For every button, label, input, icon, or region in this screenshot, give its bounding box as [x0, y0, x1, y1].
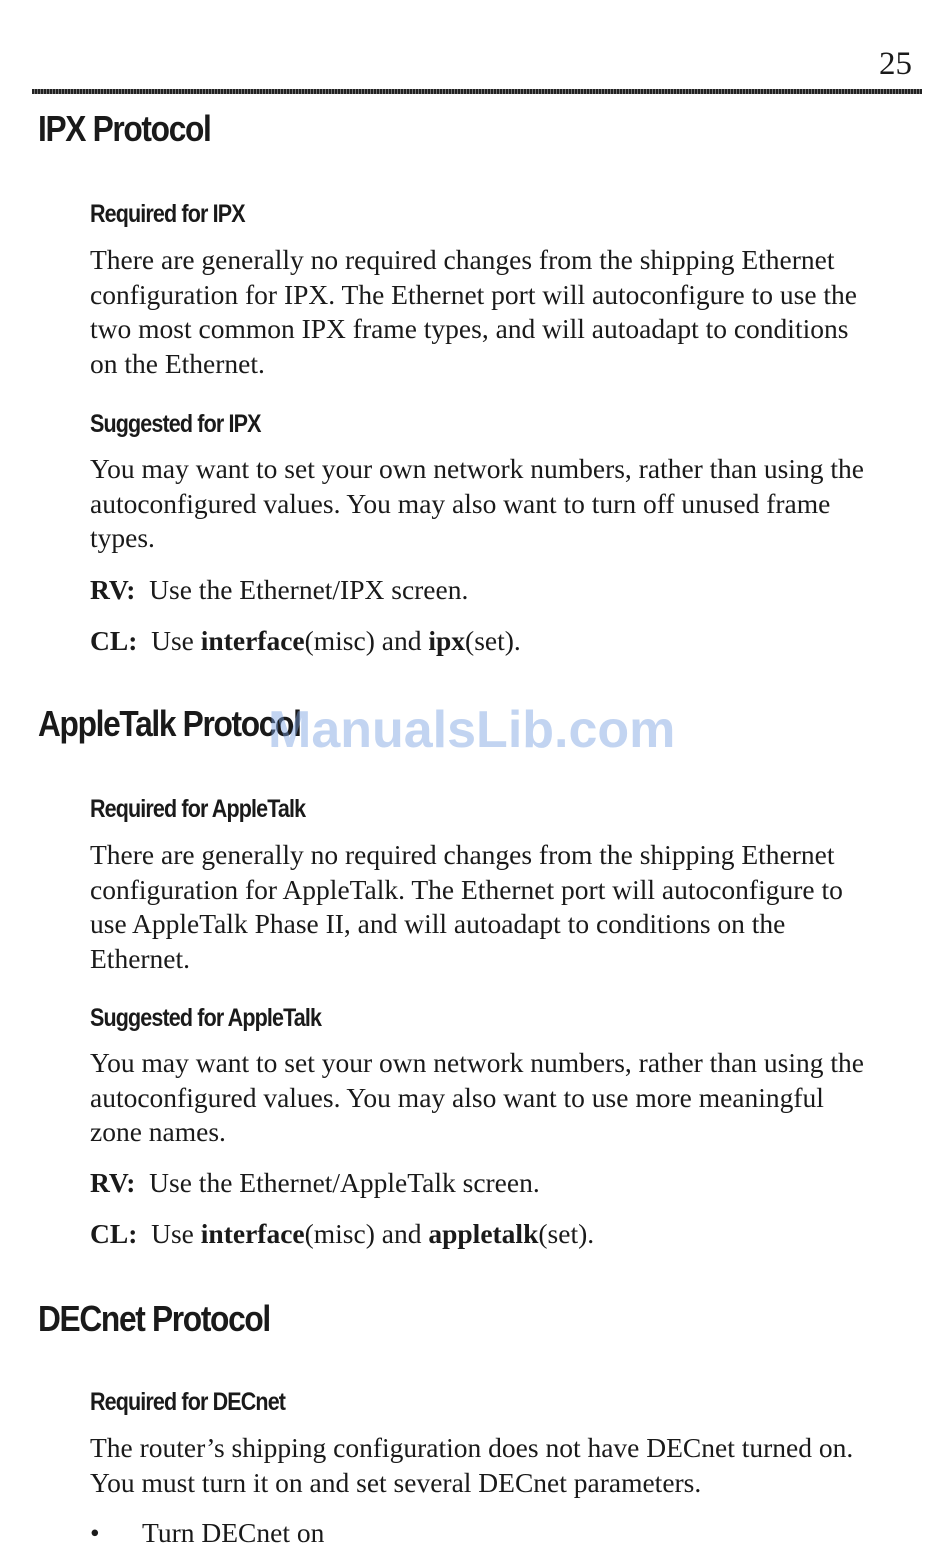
cl-use: Use — [151, 1218, 194, 1249]
paragraph-line: You must turn it on and set several DECnet parameters. — [90, 1466, 702, 1498]
header-rule — [32, 89, 922, 94]
ipx-required-paragraph — [90, 243, 920, 381]
ipx-required-heading: Required for IPX — [90, 200, 245, 228]
page-number: 25 — [879, 46, 912, 82]
appletalk-cl-instruction: CL: Use interface(misc) and appletalk(set). — [90, 1218, 595, 1249]
bullet-icon: • — [90, 1517, 100, 1548]
paragraph-line: There are generally no required changes from the shipping Ethernet — [90, 244, 835, 275]
ipx-rv-instruction: RV: Use the Ethernet/IPX screen. — [90, 574, 469, 605]
appletalk-rv-instruction: RV: Use the Ethernet/AppleTalk screen. — [90, 1167, 540, 1198]
appletalk-section-title: AppleTalk Protocol — [38, 703, 301, 744]
ipx-section-title: IPX Protocol — [38, 108, 211, 149]
cl-command-arg: (misc) — [304, 1218, 375, 1249]
ipx-suggested-heading: Suggested for IPX — [90, 410, 261, 438]
paragraph-line: You may want to set your own network numbers, rather than using the — [90, 453, 864, 484]
cl-command-arg: (misc) — [304, 625, 375, 656]
ipx-suggested-paragraph — [90, 452, 920, 556]
paragraph-line: Ethernet. — [90, 942, 191, 974]
appletalk-suggested-paragraph — [90, 1046, 920, 1150]
paragraph-line: configuration for IPX. The Ethernet port will autoconfigure to use the — [90, 278, 857, 310]
paragraph-line: configuration for AppleTalk. The Ethernet port will autoconfigure to — [90, 873, 843, 905]
bullet-text: Turn DECnet on — [142, 1517, 325, 1548]
cl-command-arg: (set). — [538, 1218, 595, 1249]
paragraph-line: zone names. — [90, 1116, 226, 1147]
cl-command: interface — [200, 625, 305, 656]
decnet-bullet-item — [90, 1517, 324, 1549]
rv-label: RV — [90, 1167, 127, 1198]
appletalk-required-heading: Required for AppleTalk — [90, 795, 306, 823]
paragraph-line: You may want to set your own network numbers, rather than using the — [90, 1047, 864, 1078]
paragraph-line: types. — [90, 522, 155, 553]
cl-and: and — [381, 1218, 422, 1249]
cl-use: Use — [151, 625, 194, 656]
cl-and: and — [381, 625, 422, 656]
cl-command-arg: (set). — [465, 625, 521, 656]
cl-command: interface — [200, 1218, 305, 1249]
appletalk-suggested-heading: Suggested for AppleTalk — [90, 1004, 322, 1032]
paragraph-line: two most common IPX frame types, and will autoadapt to conditions — [90, 313, 849, 344]
ipx-cl-instruction: CL: Use interface(misc) and ipx(set). — [90, 625, 521, 656]
cl-command: appletalk — [428, 1218, 539, 1249]
rv-text: Use the Ethernet/AppleTalk screen. — [149, 1167, 540, 1198]
cl-command: ipx — [428, 625, 466, 656]
cl-label: CL — [90, 1218, 129, 1249]
paragraph-line: There are generally no required changes from the shipping Ethernet — [90, 839, 835, 870]
paragraph-line: The router’s shipping configuration does not have DECnet turned on. — [90, 1432, 854, 1463]
decnet-section-title: DECnet Protocol — [38, 1298, 270, 1339]
paragraph-line: autoconfigured values. You may also want to turn off unused frame — [90, 487, 831, 519]
decnet-required-paragraph — [90, 1431, 920, 1500]
appletalk-required-paragraph — [90, 838, 920, 976]
rv-text: Use the Ethernet/IPX screen. — [149, 574, 469, 605]
paragraph-line: use AppleTalk Phase II, and will autoadapt to conditions on the — [90, 908, 786, 939]
decnet-required-heading: Required for DECnet — [90, 1388, 286, 1416]
cl-label: CL — [90, 625, 129, 656]
paragraph-line: on the Ethernet. — [90, 347, 265, 379]
paragraph-line: autoconfigured values. You may also want to use more meaningful — [90, 1081, 824, 1113]
manualslib-watermark: ManualsLib.com — [268, 701, 676, 759]
rv-label: RV — [90, 574, 127, 605]
